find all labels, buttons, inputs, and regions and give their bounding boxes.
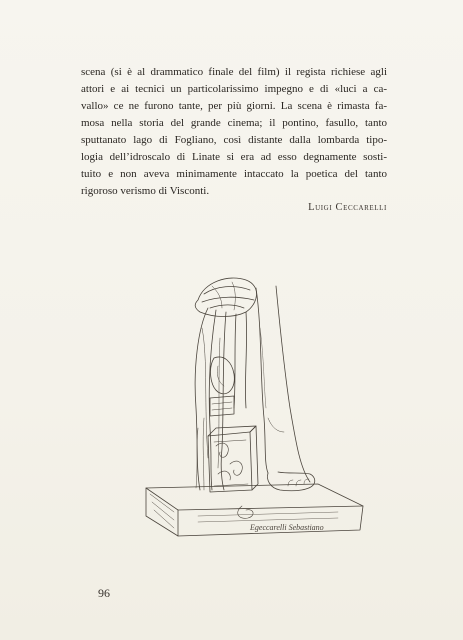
text-line: rigoroso verismo di Visconti. [81, 185, 210, 197]
author-signature: Luigi Ceccarelli [308, 202, 387, 213]
text-line: scena (si è al drammatico finale del film) il regista richiese agli [81, 66, 387, 78]
text-line: vallo» ce ne furono tante, per più giorni. La scena è rimasta fa- [81, 100, 387, 112]
text-line: tuito e non aveva minimamente intaccato la poetica del tanto [81, 168, 387, 180]
sketch-signature: Egeccarelli Sebastiano [250, 523, 324, 532]
text-line: mosa nella storia del grande cinema; il pontino, fasullo, tanto [81, 117, 387, 129]
text-line: attori e ai tecnici un particolarissimo impegno e di «luci a ca- [81, 83, 387, 95]
text-line: sputtanato lago di Fogliano, così distante dalla lombarda tipo- [81, 134, 387, 146]
body-text [81, 64, 387, 200]
page-number: 96 [98, 586, 110, 600]
statue-sketch-illustration [138, 268, 378, 553]
text-line: logia dell’idroscalo di Linate si era ad esso degnamente sosti- [81, 151, 387, 163]
